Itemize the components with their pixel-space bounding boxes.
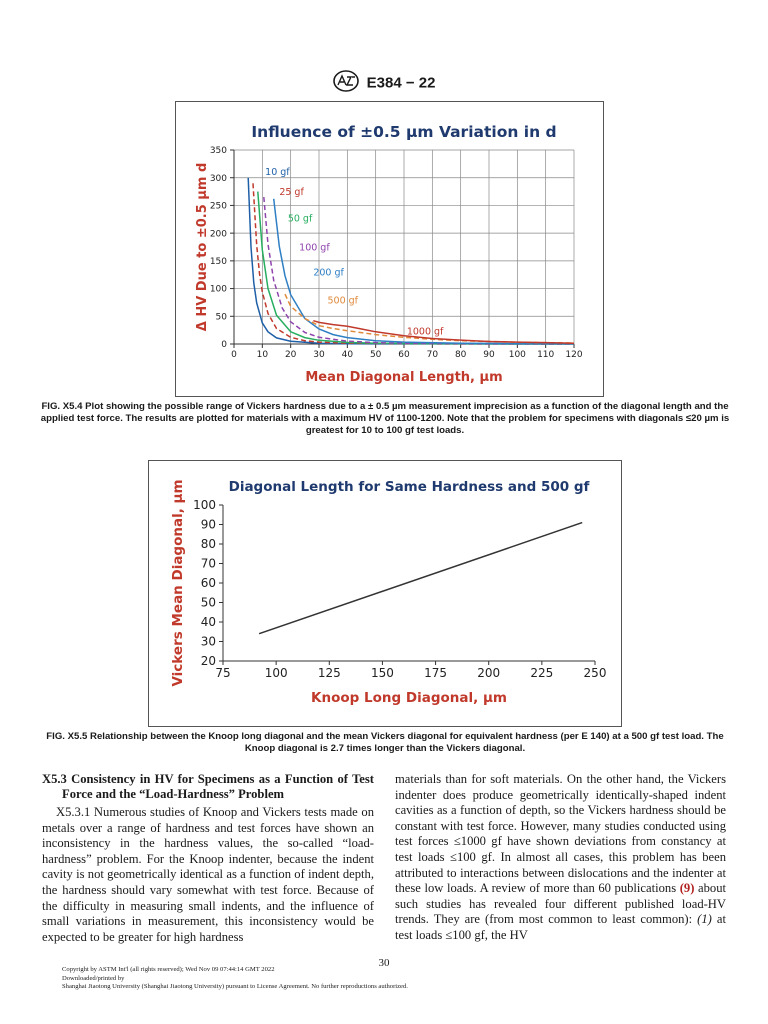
x-tick-label: 90 xyxy=(483,350,495,360)
x-tick-label: 80 xyxy=(454,350,467,360)
footer-line-1: Copyright by ASTM Int'l (all rights reserved); Wed Nov 09 07:44:14 GMT 2022 xyxy=(62,966,275,973)
y-axis-label: Vickers Mean Diagonal, µm xyxy=(170,479,186,687)
y-tick-label: 20 xyxy=(200,654,216,669)
list-marker: (1) xyxy=(697,912,712,927)
x-tick-label: 60 xyxy=(398,350,410,360)
section-heading: X5.3 Consistency in HV for Specimens as a Function of Test Force and the “Load-Hardness” Problem xyxy=(42,772,374,801)
series-label: 50 gf xyxy=(287,213,313,225)
x-tick-label: 150 xyxy=(370,666,394,680)
x-tick-label: 120 xyxy=(565,350,583,360)
x-tick-label: 200 xyxy=(477,666,501,680)
y-tick-label: 250 xyxy=(209,201,227,212)
astm-logo-icon xyxy=(333,70,359,96)
left-column xyxy=(42,772,374,945)
x-tick-label: 70 xyxy=(426,350,439,360)
x-tick-label: 110 xyxy=(537,350,555,360)
chart-title: Influence of ±0.5 µm Variation in d xyxy=(251,123,557,141)
y-tick-label: 100 xyxy=(193,498,216,513)
right-paragraph-part2: about such studies has revealed four different published load-HV trends. They are (from most common to least common): xyxy=(395,881,726,927)
x-tick-label: 100 xyxy=(508,350,526,360)
y-tick-label: 30 xyxy=(200,634,216,649)
figure-x5-4 xyxy=(175,101,604,397)
x-tick-label: 50 xyxy=(369,350,382,360)
x-tick-label: 0 xyxy=(231,350,237,360)
x-tick-label: 40 xyxy=(341,350,354,360)
x-tick-label: 175 xyxy=(424,666,448,680)
figure-x5-5-caption: FIG. X5.5 Relationship between the Knoop long diagonal and the mean Vickers diagonal for equivalent hardness (per E 140) at a 500 gf test load. The Knoop diagonal is 2.7 times longer than the Vickers diagonal. xyxy=(46,731,724,754)
y-tick-label: 40 xyxy=(200,615,216,630)
y-tick-label: 80 xyxy=(200,537,216,552)
y-tick-label: 100 xyxy=(209,284,227,295)
right-paragraph-part3: at test loads ≤100 gf, the HV xyxy=(395,912,726,942)
right-paragraph-part1: materials than for soft materials. On the other hand, the Vickers indenter does produce geometrically identically-shaped indent cavities as a function of depth, so the Vickers hardness should be constant with test force. However, many studies conducted using test forces ≤1000 gf have shown deviations from constancy at test loads ≤100 gf. In almost all cases, this problem has been attributed to interactions between dislocations and the indenter at these low loads. A review of more than 60 publications xyxy=(395,772,726,896)
y-tick-label: 300 xyxy=(209,173,227,184)
series-line-25-gf xyxy=(253,183,574,344)
right-column xyxy=(395,772,726,944)
series-label: 1000 gf xyxy=(406,326,444,338)
y-tick-label: 200 xyxy=(209,229,227,240)
y-tick-label: 70 xyxy=(200,556,216,571)
x-tick-label: 100 xyxy=(264,666,288,680)
y-tick-label: 90 xyxy=(200,517,216,532)
series-label: 25 gf xyxy=(279,187,304,199)
page-number: 30 xyxy=(378,957,390,969)
footer-line-2: Downloaded/printed by xyxy=(62,974,125,982)
x-axis-label: Knoop Long Diagonal, µm xyxy=(311,690,507,706)
y-tick-label: 60 xyxy=(200,576,216,591)
left-paragraph: X5.3.1 Numerous studies of Knoop and Vickers tests made on metals over a range of hardness and test forces have shown an inconsistency in the hardness values, the so-called “load-hardness” problem. For the Knoop indenter, because the indent cavity is not geometrically identical as a function of indent depth, the hardness should vary somewhat with test force. Because of the difficulty in measuring small indents, and the influence of small variations in measurement, this inconsistency would be expected to be greater for high hardness xyxy=(42,805,374,944)
series-label: 10 gf xyxy=(265,167,290,179)
page-header xyxy=(0,70,768,96)
standard-number: E384 − 22 xyxy=(366,74,436,92)
y-tick-label: 50 xyxy=(215,312,227,323)
chart-title: Diagonal Length for Same Hardness and 500 gf xyxy=(228,479,590,495)
y-tick-label: 350 xyxy=(209,146,227,157)
y-tick-label: 0 xyxy=(221,340,227,351)
chart-influence-variation xyxy=(176,102,603,396)
y-tick-label: 50 xyxy=(200,595,216,610)
x-tick-label: 225 xyxy=(530,666,554,680)
x-axis-label: Mean Diagonal Length, µm xyxy=(305,370,503,385)
x-tick-label: 10 xyxy=(256,350,269,360)
y-tick-label: 150 xyxy=(209,257,227,268)
x-tick-label: 125 xyxy=(317,666,341,680)
copyright-footer xyxy=(62,966,408,992)
series-line-0 xyxy=(259,523,582,634)
reference-link[interactable]: (9) xyxy=(679,881,695,896)
series-label: 100 gf xyxy=(299,242,330,254)
series-label: 200 gf xyxy=(313,267,344,279)
x-tick-label: 20 xyxy=(284,350,297,360)
y-axis-label: Δ HV Due to ±0.5 µm d xyxy=(195,162,210,332)
x-tick-label: 75 xyxy=(215,666,231,680)
figure-x5-5 xyxy=(148,460,622,727)
chart-diagonal-length xyxy=(149,461,621,726)
series-label: 500 gf xyxy=(327,295,359,307)
figure-x5-4-caption: FIG. X5.4 Plot showing the possible range of Vickers hardness due to a ± 0.5 µm measurement imprecision as a function of the diagonal length and the applied test force. The results are plotted for materials with a maximum HV of 1100-1200. Note that the problem for specimens with diagonals ≤20 µm is greatest for 10 to 100 gf test loads. xyxy=(40,401,730,436)
footer-line-3: Shanghai Jiaotong University (Shanghai Jiaotong University) pursuant to License Agreement. No further reproductions authorized. xyxy=(62,983,408,991)
x-tick-label: 30 xyxy=(313,350,325,360)
x-tick-label: 250 xyxy=(583,666,607,680)
